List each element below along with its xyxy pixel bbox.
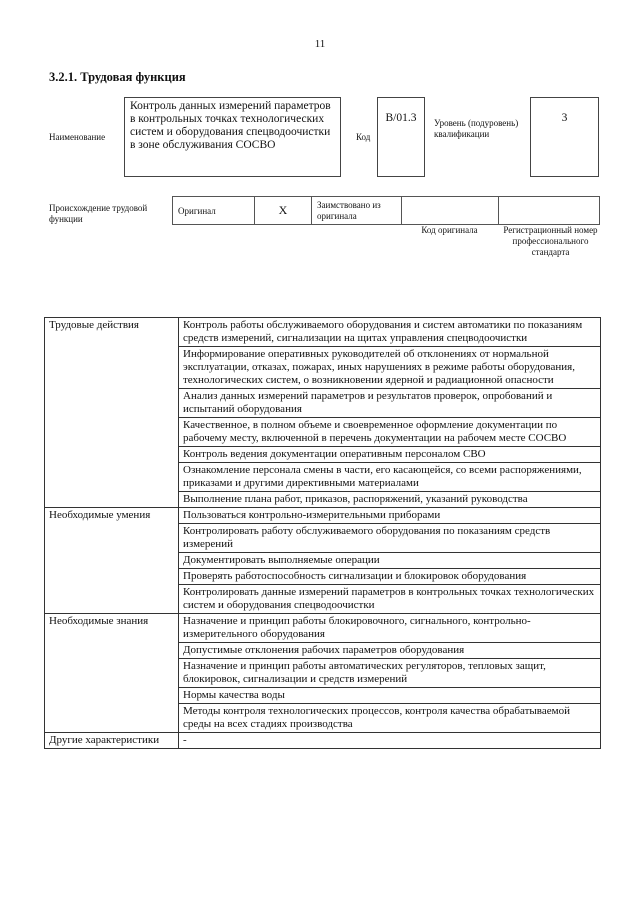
item-cell: Анализ данных измерений параметров и результатов проверок, опробований и испытаний оборудования: [179, 389, 601, 418]
item-cell: Допустимые отклонения рабочих параметров оборудования: [179, 643, 601, 659]
code-original-caption: Код оригинала: [421, 225, 478, 235]
original-label: Оригинал: [173, 197, 255, 225]
page-number: 11: [314, 38, 326, 50]
item-cell: Методы контроля технологических процессов, контроля качества обрабатываемой среды на всех стадиях производства: [179, 704, 601, 733]
item-cell: Выполнение плана работ, приказов, распоряжений, указаний руководства: [179, 492, 601, 508]
function-details-table: [44, 317, 601, 749]
level-box: 3: [530, 97, 599, 177]
level-label: Уровень (подуровень) квалификации: [434, 118, 519, 139]
borrowed-label: Заимствовано из оригинала: [312, 197, 402, 225]
origin-label: Происхождение трудовой функции: [49, 203, 148, 224]
item-cell: Назначение и принцип работы автоматических регуляторов, тепловых защит, блокировок, сигнализации и средств измерений: [179, 659, 601, 688]
item-cell: Назначение и принцип работы блокировочного, сигнального, контрольно-измерительного оборудования: [179, 614, 601, 643]
item-cell: Ознакомление персонала смены в части, его касающейся, со всеми распоряжениями, приказами и другими директивными материалами: [179, 463, 601, 492]
function-details-body: [45, 318, 601, 749]
section-heading: 3.2.1. Трудовая функция: [49, 70, 186, 84]
origin-table: [172, 196, 600, 225]
table-row: [45, 614, 601, 643]
category-cell: Необходимые умения: [45, 508, 179, 614]
reg-number-cell: [499, 197, 600, 225]
item-cell: Информирование оперативных руководителей об отклонениях от нормальной эксплуатации, отказах, пожарах, иных нарушениях в режиме работы оборудования, технологических систем, о возникновении ядерной и радиационной опасности: [179, 347, 601, 389]
code-box: B/01.3: [377, 97, 425, 177]
item-cell: Пользоваться контрольно-измерительными приборами: [179, 508, 601, 524]
item-cell: Контроль работы обслуживаемого оборудования и систем автоматики по показаниям средств измерений, сигнализации на щитах управления спецводоочистки: [179, 318, 601, 347]
function-name-box: Контроль данных измерений параметров в контрольных точках технологических систем и оборудования спецводоочистки в зоне обслуживания СОСВО: [124, 97, 341, 177]
item-cell: Качественное, в полном объеме и своевременное оформление документации по рабочему месту, включенной в перечень документации на рабочем месте СОСВО: [179, 418, 601, 447]
table-row: [45, 733, 601, 749]
item-cell: Нормы качества воды: [179, 688, 601, 704]
item-cell: -: [179, 733, 601, 749]
category-cell: Трудовые действия: [45, 318, 179, 508]
code-label: Код: [356, 132, 371, 142]
table-row: [45, 318, 601, 347]
reg-number-caption: Регистрационный номер профессионального стандарта: [503, 225, 598, 257]
name-label: Наименование: [49, 132, 106, 142]
item-cell: Контроль ведения документации оперативным персоналом СВО: [179, 447, 601, 463]
item-cell: Контролировать данные измерений параметров в контрольных точках технологических систем и оборудования спецводоочистки: [179, 585, 601, 614]
category-cell: Необходимые знания: [45, 614, 179, 733]
category-cell: Другие характеристики: [45, 733, 179, 749]
item-cell: Документировать выполняемые операции: [179, 553, 601, 569]
item-cell: Проверять работоспособность сигнализации и блокировок оборудования: [179, 569, 601, 585]
item-cell: Контролировать работу обслуживаемого оборудования по показаниям средств измерений: [179, 524, 601, 553]
original-mark: X: [255, 197, 312, 225]
code-original-cell: [402, 197, 499, 225]
table-row: [45, 508, 601, 524]
